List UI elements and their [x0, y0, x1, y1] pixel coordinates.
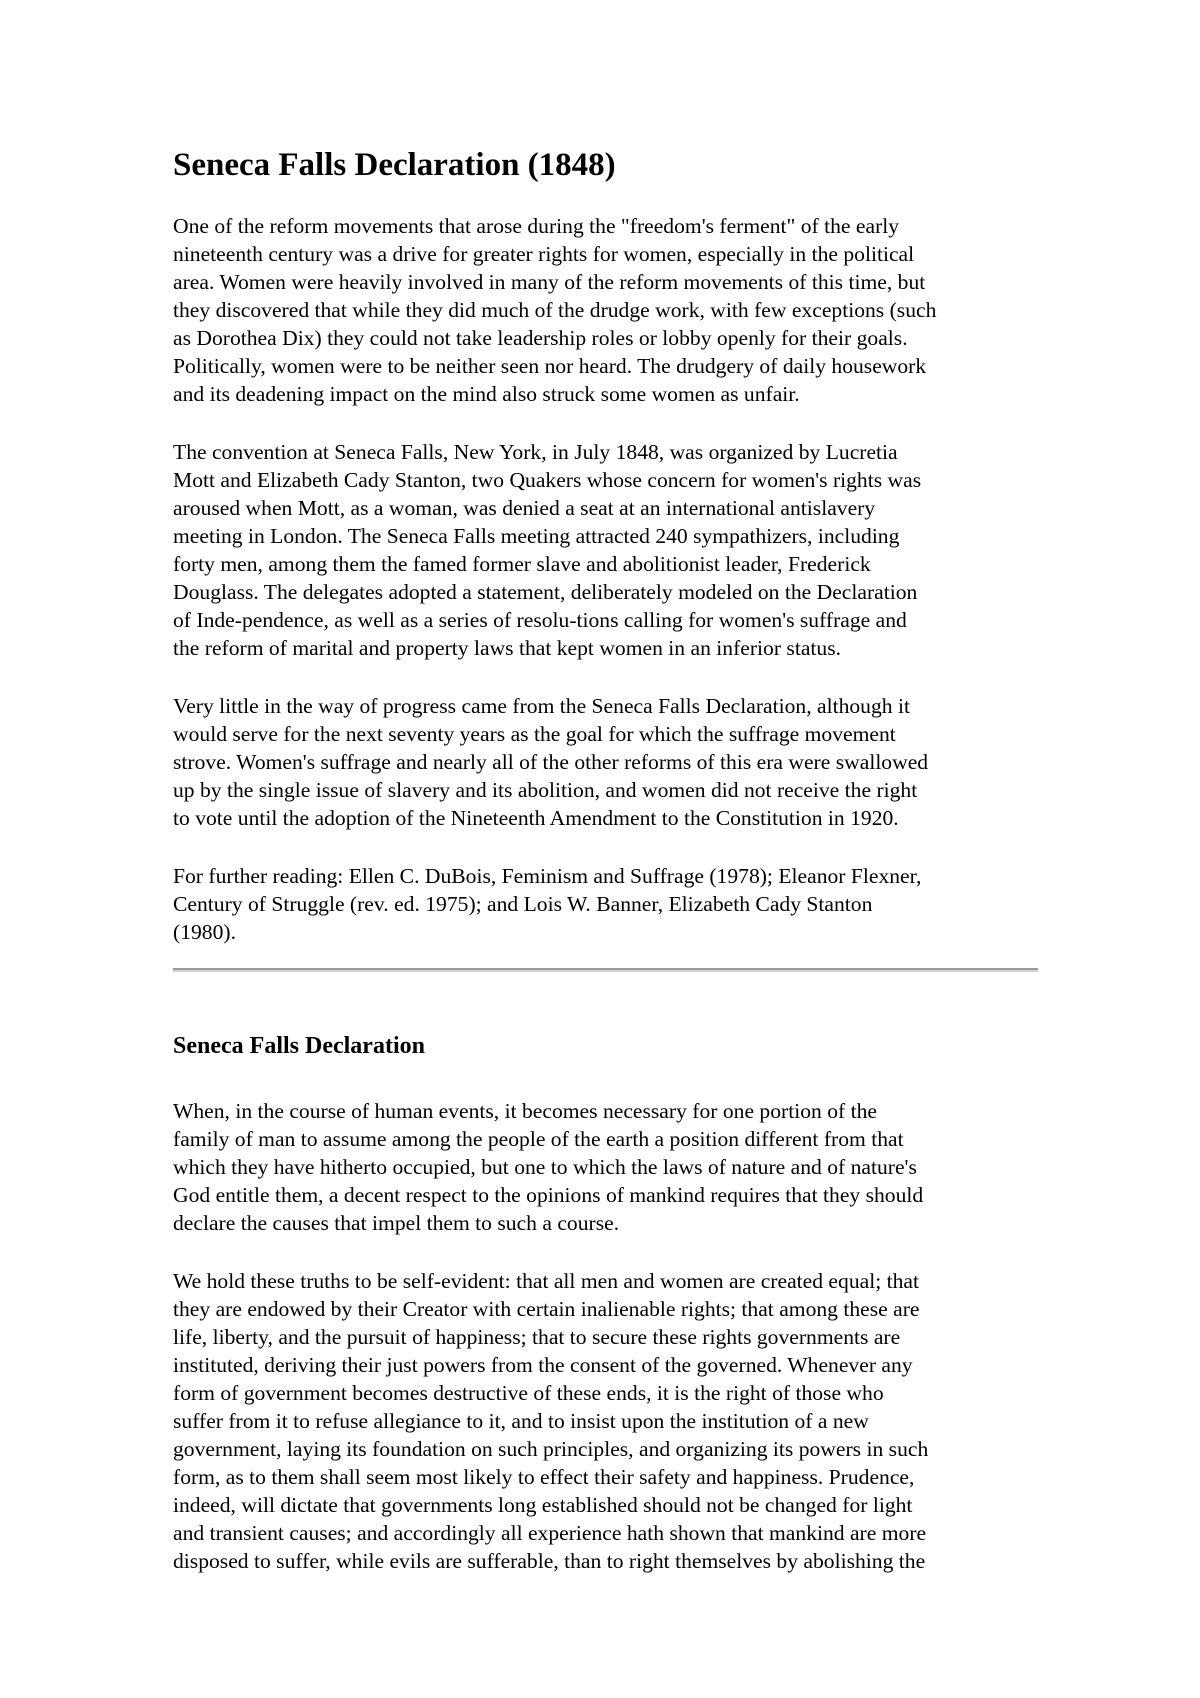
text-line: the reform of marital and property laws that kept women in an inferior status. — [173, 636, 842, 660]
text-line: to vote until the adoption of the Nineteenth Amendment to the Constitution in 1920. — [173, 806, 899, 830]
text-line: Mott and Elizabeth Cady Stanton, two Quakers whose concern for women's rights was — [173, 468, 922, 492]
text-line: Politically, women were to be neither seen nor heard. The drudgery of daily housework — [173, 354, 927, 378]
text-line: The convention at Seneca Falls, New York, in July 1848, was organized by Lucretia — [173, 440, 898, 464]
text-line: instituted, deriving their just powers from the consent of the governed. Whenever any — [173, 1353, 913, 1377]
text-line: For further reading: Ellen C. DuBois, Feminism and Suffrage (1978); Eleanor Flexner, — [173, 864, 922, 888]
text-line: form of government becomes destructive of these ends, it is the right of those who — [173, 1381, 884, 1405]
text-line: as Dorothea Dix) they could not take leadership roles or lobby openly for their goals. — [173, 326, 908, 350]
declaration-paragraph-2 — [173, 1267, 1043, 1575]
text-line: area. Women were heavily involved in many of the reform movements of this time, but — [173, 270, 926, 294]
further-reading — [173, 862, 1043, 946]
text-line: aroused when Mott, as a woman, was denied a seat at an international antislavery — [173, 496, 876, 520]
horizontal-rule — [173, 968, 1038, 972]
intro-paragraph-2 — [173, 438, 1043, 662]
text-line: up by the single issue of slavery and its abolition, and women did not receive the right — [173, 778, 918, 802]
text-line: and transient causes; and accordingly all experience hath shown that mankind are more — [173, 1521, 927, 1545]
declaration-paragraph-1 — [173, 1097, 1043, 1237]
declaration-title: Seneca Falls Declaration — [173, 1033, 425, 1059]
text-line: would serve for the next seventy years as the goal for which the suffrage movement — [173, 722, 896, 746]
text-line: Douglass. The delegates adopted a statement, deliberately modeled on the Declaration — [173, 580, 918, 604]
text-line: suffer from it to refuse allegiance to it, and to insist upon the institution of a new — [173, 1409, 869, 1433]
text-line: and its deadening impact on the mind also struck some women as unfair. — [173, 382, 800, 406]
page-title: Seneca Falls Declaration (1848) — [173, 147, 616, 183]
text-line: God entitle them, a decent respect to the opinions of mankind requires that they should — [173, 1183, 924, 1207]
text-line: disposed to suffer, while evils are sufferable, than to right themselves by abolishing the — [173, 1549, 926, 1573]
text-line: forty men, among them the famed former slave and abolitionist leader, Frederick — [173, 552, 871, 576]
text-line: life, liberty, and the pursuit of happiness; that to secure these rights governments are — [173, 1325, 901, 1349]
text-line: they are endowed by their Creator with certain inalienable rights; that among these are — [173, 1297, 920, 1321]
text-line: declare the causes that impel them to such a course. — [173, 1211, 620, 1235]
text-line: meeting in London. The Seneca Falls meeting attracted 240 sympathizers, including — [173, 524, 900, 548]
text-line: We hold these truths to be self-evident: that all men and women are created equal; that — [173, 1269, 919, 1293]
text-line: When, in the course of human events, it becomes necessary for one portion of the — [173, 1099, 877, 1123]
text-line: family of man to assume among the people of the earth a position different from that — [173, 1127, 904, 1151]
text-line: form, as to them shall seem most likely to effect their safety and happiness. Prudence, — [173, 1465, 915, 1489]
intro-paragraph-1 — [173, 212, 1043, 408]
intro-paragraph-3 — [173, 692, 1043, 832]
text-line: which they have hitherto occupied, but one to which the laws of nature and of nature's — [173, 1155, 917, 1179]
text-line: (1980). — [173, 920, 236, 944]
text-line: they discovered that while they did much of the drudge work, with few exceptions (such — [173, 298, 937, 322]
text-line: Century of Struggle (rev. ed. 1975); and Lois W. Banner, Elizabeth Cady Stanton — [173, 892, 873, 916]
text-line: Very little in the way of progress came from the Seneca Falls Declaration, although it — [173, 694, 910, 718]
text-line: strove. Women's suffrage and nearly all of the other reforms of this era were swallowed — [173, 750, 929, 774]
text-line: One of the reform movements that arose during the "freedom's ferment" of the early — [173, 214, 900, 238]
text-line: indeed, will dictate that governments long established should not be changed for light — [173, 1493, 913, 1517]
text-line: of Inde-pendence, as well as a series of resolu-tions calling for women's suffrage and — [173, 608, 907, 632]
text-line: nineteenth century was a drive for greater rights for women, especially in the political — [173, 242, 915, 266]
text-line: government, laying its foundation on such principles, and organizing its powers in such — [173, 1437, 929, 1461]
